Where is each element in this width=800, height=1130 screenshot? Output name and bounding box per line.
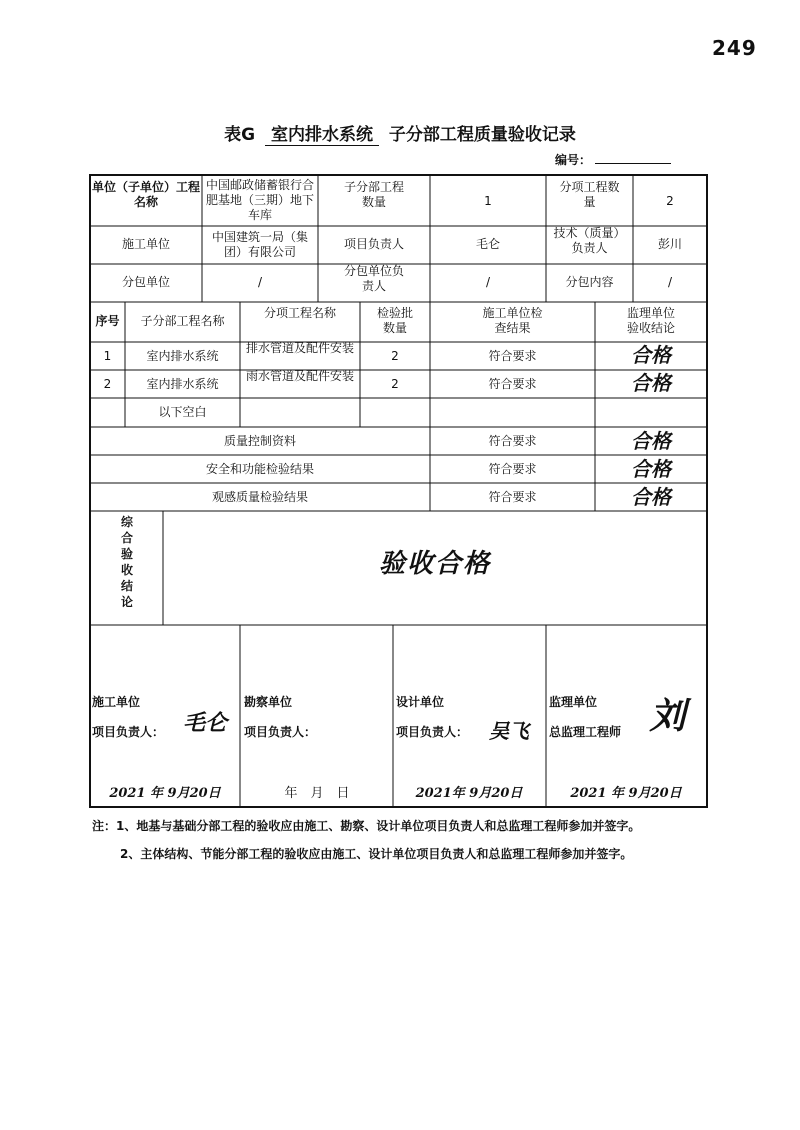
tech-label: 技术（质量）负责人: [553, 226, 626, 255]
sig-design-date: 2021年 9月20日: [415, 786, 523, 801]
serial-label: 编号：: [555, 153, 592, 167]
summary-safety-label: 安全和功能检验结果: [205, 462, 314, 476]
col-header-batch: 检验批数量: [376, 306, 413, 335]
sub-pm-label: 分包单位负责人: [343, 264, 404, 293]
sig-construction-signature: 毛仑: [182, 710, 227, 736]
sig-design-role: 项目负责人：: [396, 725, 469, 739]
sig-survey-org: 勘察单位: [244, 695, 293, 709]
summary-appearance-check: 符合要求: [488, 490, 537, 504]
subcontractor-value: /: [257, 275, 263, 289]
summary-appearance-signature: 合格: [631, 485, 671, 509]
col-header-accept: 监理单位验收结论: [626, 306, 675, 335]
tech-value: 彭川: [657, 237, 682, 251]
blank-marker: 以下空白: [158, 405, 207, 419]
pm-value: 毛仑: [475, 237, 500, 251]
item-count-label: 分项工程数量: [559, 180, 620, 209]
summary-safety-signature: 合格: [631, 457, 671, 481]
row-1-sub: 室内排水系统: [146, 349, 219, 363]
note-2: 2、主体结构、节能分部工程的验收应由施工、设计单位项目负责人和总监理工程师参加并签字。: [120, 847, 633, 861]
sig-construction-date: 2021 年 9月20日: [109, 786, 221, 801]
sig-supervision-role: 总监理工程师: [549, 725, 622, 739]
col-header-check: 施工单位检查结果: [482, 306, 543, 335]
sig-construction-role: 项目负责人：: [92, 725, 165, 739]
col-header-no: 序号: [95, 314, 120, 328]
contractor-label: 施工单位: [121, 237, 170, 251]
sub-count-label: 子分部工程数量: [343, 180, 404, 209]
row-2-accept-signature: 合格: [631, 371, 671, 395]
sig-supervision-org: 监理单位: [549, 695, 598, 709]
row-2-batch: 2: [391, 377, 399, 391]
sub-content-value: /: [667, 275, 673, 289]
row-2-item: 雨水管道及配件安装: [245, 369, 354, 383]
conclusion-label: 综合验收结论: [120, 515, 133, 609]
summary-appearance-label: 观感质量检验结果: [211, 490, 308, 504]
title-prefix: 表G: [224, 125, 256, 145]
row-1-item: 排水管道及配件安装: [245, 341, 354, 355]
col-header-item: 分项工程名称: [263, 306, 336, 320]
pm-label: 项目负责人: [343, 237, 404, 251]
page-number: 249: [712, 36, 757, 60]
contractor-value: 中国建筑一局（集团）有限公司: [211, 230, 308, 259]
sub-content-label: 分包内容: [565, 275, 614, 289]
sig-supervision-signature: 刘: [649, 695, 686, 737]
unit-label: 单位（子单位）工程名称: [92, 180, 201, 209]
sig-supervision-date: 2021 年 9月20日: [570, 786, 682, 801]
note-1: 注：1、地基与基础分部工程的验收应由施工、勘察、设计单位项目负责人和总监理工程师参加并签字。: [92, 819, 641, 833]
row-2-no: 2: [103, 377, 112, 391]
sub-pm-value: /: [485, 275, 491, 289]
sig-design-org: 设计单位: [396, 695, 445, 709]
summary-quality-label: 质量控制资料: [223, 434, 296, 448]
sig-design-signature: 吴飞: [489, 719, 529, 743]
sig-construction-org: 施工单位: [92, 695, 141, 709]
row-1-batch: 2: [391, 349, 399, 363]
item-count-value: 2: [666, 194, 674, 208]
row-2-sub: 室内排水系统: [146, 377, 219, 391]
sig-survey-date: 年 月 日: [284, 786, 350, 801]
unit-value: 中国邮政储蓄银行合肥基地（三期）地下车库: [205, 178, 314, 222]
summary-quality-signature: 合格: [631, 429, 671, 453]
row-1-accept-signature: 合格: [631, 343, 671, 367]
subcontractor-label: 分包单位: [121, 275, 170, 289]
title-suffix: 子分部工程质量验收记录: [388, 125, 576, 145]
summary-quality-check: 符合要求: [488, 434, 537, 448]
row-1-no: 1: [103, 349, 112, 363]
sub-count-value: 1: [484, 194, 492, 208]
row-1-check: 符合要求: [488, 349, 537, 363]
summary-safety-check: 符合要求: [488, 462, 537, 476]
sig-survey-role: 项目负责人：: [244, 725, 317, 739]
title-subsystem: 室内排水系统: [265, 120, 379, 146]
col-header-sub: 子分部工程名称: [140, 314, 225, 328]
conclusion-signature: 验收合格: [378, 549, 491, 579]
row-2-check: 符合要求: [488, 377, 537, 391]
